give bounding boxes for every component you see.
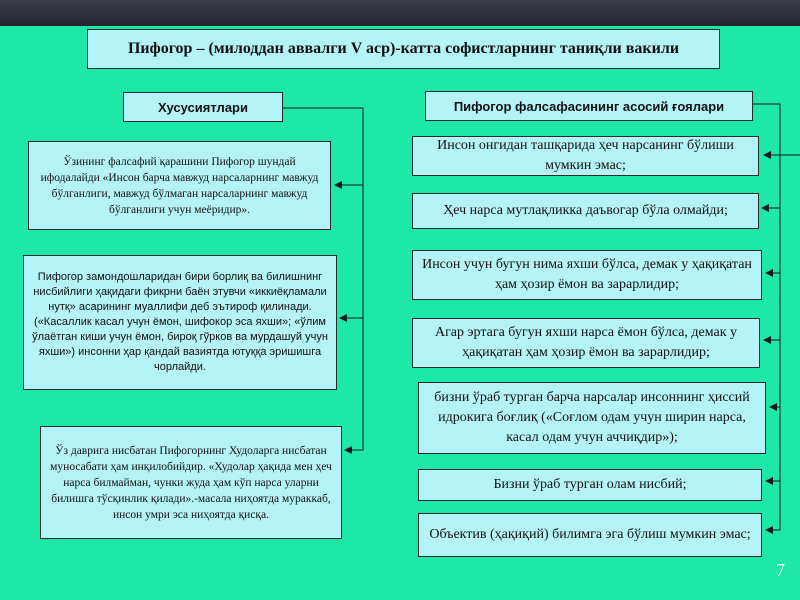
right-item-3-text: Инсон учун бугун нима яхши бўлса, демак у ҳақиқатан ҳам ҳозир ёмон ва зарарлидир;: [422, 257, 752, 292]
right-item-7: [418, 513, 762, 557]
right-item-4-text: Агар эртага бугун яхши нарса ёмон бўлса, демак у ҳақиқатан ҳам ҳозир ёмон ва зарарлидир;: [434, 325, 738, 360]
left-item-1-text: Ўзининг фалсафий қарашини Пифогор шундай ифодалайди «Инсон барча мавжуд нарсаларнинг мавжуд бўлганлиги, мавжуд бўлмаган нарсаларнинг мавжуд бўлганлиги учун меёридир».: [40, 155, 319, 216]
right-item-4: [412, 318, 760, 368]
page-number: 7: [776, 560, 785, 580]
right-header: Пифогор фалсафасининг асосий ғоялари: [425, 91, 753, 121]
right-item-2-text: Ҳеч нарса мутлақликка даъвогар бўла олмайди;: [443, 203, 728, 218]
left-item-1: [28, 141, 331, 230]
right-item-1: [412, 136, 759, 176]
right-item-6: [418, 469, 762, 501]
right-item-5: [418, 382, 766, 454]
right-item-1-text: Инсон онгидан ташқарида ҳеч нарсанинг бўлиши мумкин эмас;: [437, 138, 734, 173]
right-item-2: [412, 193, 759, 229]
left-header: Хусусиятлари: [123, 92, 283, 122]
right-item-3: [412, 250, 762, 300]
left-item-2-text: Пифогор замондошларидан бири борлиқ ва билишнинг нисбийлиги ҳақидаги фикрни баён этувчи «иккиёқламали нутқ» асарининг муаллифи деб эътироф қилинади. («Касаллик касал учун ёмон, шифокор эса яхши»; «ўлим ўлаётган киши учун ёмон, бироқ гўрков ва мурдашуй учун яхши») инсонни ҳар қандай вазиятда ютуққа эришишга чорлайди.: [32, 271, 328, 373]
left-item-3-text: Ўз даврига нисбатан Пифогорнинг Худоларга нисбатан муносабати ҳам инқилобийдир. «Худолар ҳақида мен ҳеч нарса билмайман, чунки жуда ҳам кўп нарса уларни билишга тўсқинлик қилади».-масала ниҳоятда мураккаб, инсон умри эса ниҳоятда қисқа.: [50, 444, 332, 521]
left-item-3: [40, 426, 342, 539]
left-item-2: [23, 255, 337, 390]
right-item-7-text: Объектив (ҳақиқий) билимга эга бўлиш мумкин эмас;: [429, 527, 751, 542]
right-item-5-text: бизни ўраб турган барча нарсалар инсоннинг ҳиссий идрокига боғлиқ («Соғлом одам учун ширин нарса, касал одам учун аччиқдир»);: [434, 390, 750, 445]
slide-title: Пифогор – (милоддан аввалги V аср)-катта софистларнинг таниқли вакили: [87, 29, 720, 69]
right-item-6-text: Бизни ўраб турган олам нисбий;: [493, 477, 687, 492]
